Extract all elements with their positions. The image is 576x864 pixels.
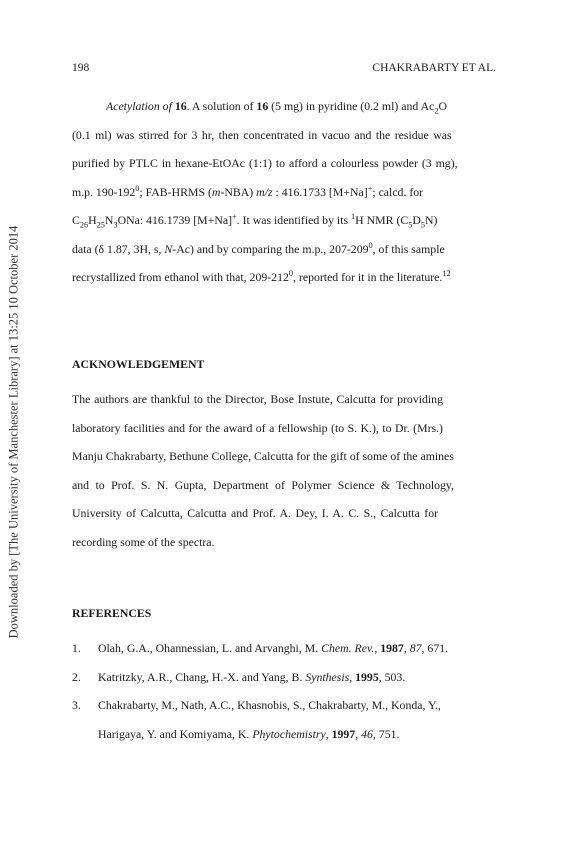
text: (0.1 ml) was stirred for 3 hr, then concentrated in vacuo and the residue was: [72, 127, 452, 142]
year: 1997: [331, 726, 356, 741]
paragraph-line: [72, 442, 498, 471]
text: N): [425, 213, 438, 227]
superscript: +: [367, 183, 373, 193]
text: -NBA): [220, 184, 257, 199]
paragraph-line: [72, 414, 498, 443]
year: 1987: [380, 641, 404, 655]
journal-name: Phytochemistry: [252, 726, 326, 741]
text: C: [72, 213, 80, 227]
journal-name: Chem. Rev.: [321, 641, 375, 655]
superscript: 0: [368, 240, 373, 250]
download-watermark: [0, 0, 28, 864]
acknowledgement-heading: ACKNOWLEDGEMENT: [72, 357, 205, 371]
text: recrystallized from ethanol with that, 209-212: [72, 270, 289, 284]
reference-number: 2.: [72, 669, 81, 684]
text: Katritzky, A.R., Chang, H.-X. and Yang, B.: [98, 669, 306, 684]
paragraph-line: [72, 385, 498, 414]
reference-text: Katritzky, A.R., Chang, H.-X. and Yang, B. Synthesis, 1995, 503.: [98, 669, 406, 684]
subscript: 5: [420, 220, 426, 230]
citation-superscript: 12: [442, 269, 451, 279]
reference-item: [72, 634, 498, 663]
text: data (δ 1.87, 3H, s,: [72, 241, 165, 256]
reference-item: [72, 691, 498, 720]
compound-number: 16: [174, 99, 187, 113]
paragraph-line: [72, 149, 498, 178]
text: . It was identified by its: [236, 213, 352, 227]
italic-text: N: [164, 241, 173, 256]
text: -Ac) and by comparing the m.p., 207-209: [172, 241, 369, 256]
text: University of Calcutta, Calcutta and Prof. A. Dey, I. A. C. S., Calcutta for: [72, 506, 439, 520]
text: Manju Chakrabarty, Bethune College, Calcutta for the gift of some of the amines: [72, 449, 454, 463]
references-list: [72, 634, 498, 748]
text: O: [438, 99, 447, 113]
page-number: 198: [72, 62, 90, 74]
text: ONa: 416.1739 [M+Na]: [117, 213, 233, 227]
text: The authors are thankful to the Director, Bose Instute, Calcutta for providing: [72, 392, 443, 406]
section-label: Acetylation of: [106, 99, 172, 113]
paragraph-line: [72, 263, 498, 292]
pages: , 671.: [421, 641, 449, 655]
references-heading: REFERENCES: [72, 606, 152, 620]
text: D: [412, 213, 421, 227]
text: (5 mg) in pyridine (0.2 ml) and Ac: [268, 99, 435, 113]
running-title: CHAKRABARTY ET AL.: [372, 62, 496, 74]
text: Harigaya, Y. and Komiyama, K.: [98, 726, 253, 741]
acetylation-paragraph: [72, 92, 498, 292]
italic-text: m/z: [256, 184, 273, 199]
text: laboratory facilities and for the award of a fellowship (to S. K.), to Dr. (Mrs.): [72, 420, 443, 435]
page-header: [72, 62, 496, 74]
italic-text: m: [211, 184, 221, 199]
paragraph-line: [72, 499, 498, 528]
volume: 46: [361, 726, 373, 741]
subscript: 3: [113, 220, 118, 230]
text: , of this sample: [372, 241, 445, 256]
paragraph-line: [72, 206, 498, 235]
paragraph-line: [72, 471, 498, 500]
text: ; calcd. for: [372, 184, 424, 199]
subscript: 5: [408, 220, 413, 230]
pages: , 503.: [378, 669, 406, 684]
text: Olah, G.A., Ohannessian, L. and Arvanghi, M.: [98, 641, 322, 655]
reference-text: Olah, G.A., Ohannessian, L. and Arvanghi, M. Chem. Rev., 1987, 87, 671.: [98, 641, 449, 655]
compound-number: 16: [256, 99, 269, 113]
superscript: 0: [288, 269, 293, 279]
subscript: 25: [96, 220, 105, 230]
text: ; FAB-HRMS (: [139, 184, 212, 199]
year: 1995: [355, 669, 379, 684]
reference-continuation: Harigaya, Y. and Komiyama, K. Phytochemistry, 1997, 46, 751.: [98, 726, 400, 741]
pages: , 751.: [372, 726, 400, 741]
reference-item: [72, 663, 498, 692]
acknowledgement-paragraph: [72, 385, 498, 556]
paragraph-line: [72, 92, 498, 121]
superscript: 1: [351, 212, 356, 222]
superscript: 0: [135, 183, 140, 193]
subscript: 2: [434, 106, 439, 116]
superscript: +: [232, 212, 237, 222]
download-watermark-text: Downloaded by [The University of Manchester Library] at 13:25 10 October 2014: [6, 225, 21, 639]
reference-text: Chakrabarty, M., Nath, A.C., Khasnobis, S., Chakrabarty, M., Konda, Y.,: [98, 698, 441, 712]
reference-number: 1.: [72, 641, 81, 655]
volume: 87: [409, 641, 422, 655]
text: : 416.1733 [M+Na]: [272, 184, 368, 199]
paragraph-line: [72, 178, 498, 207]
text: . A solution of: [186, 99, 257, 113]
text: recording some of the spectra.: [72, 534, 215, 549]
text: N: [104, 213, 114, 227]
subscript: 26: [79, 220, 89, 230]
text: and to Prof. S. N. Gupta, Department of Polymer Science & Technology,: [72, 477, 455, 492]
reference-number: 3.: [72, 698, 81, 712]
text: m.p. 190-192: [72, 184, 136, 199]
paragraph-line: [72, 235, 498, 264]
text: , reported for it in the literature.: [293, 270, 443, 284]
paragraph-line: [72, 528, 498, 557]
text: H: [88, 213, 97, 227]
journal-name: Synthesis: [305, 669, 350, 684]
paragraph-line: [72, 121, 498, 150]
text: H NMR (C: [355, 213, 409, 227]
text: purified by PTLC in hexane-EtOAc (1:1) to afford a colourless powder (3 mg),: [72, 156, 458, 170]
